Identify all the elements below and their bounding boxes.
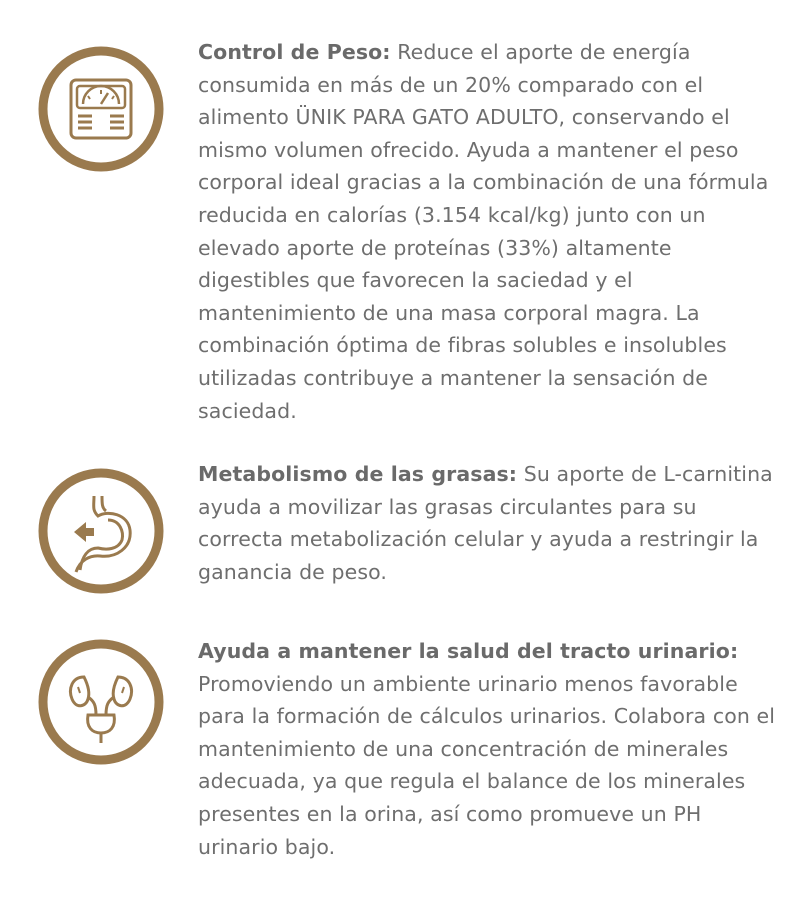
feature-body: Su aporte de L-carnitina ayuda a movilizar las grasas circulantes para su correcta metabolización celular y ayuda a restringir la ganancia de peso. [198,462,773,584]
feature-heading: Ayuda a mantener la salud del tracto urinario: [198,639,739,663]
feature-heading: Control de Peso: [198,40,391,64]
feature-text [198,36,778,427]
scale-icon [36,44,166,174]
feature-body: Promoviendo un ambiente urinario menos favorable para la formación de cálculos urinarios. Colabora con el mantenimiento de una concentración de minerales adecuada, ya que regula el balance de los minerales presentes en la orina, así como promueve un PH urinario bajo. [198,671,776,859]
feature-body: Reduce el aporte de energía consumida en más de un 20% comparado con el alimento ÜNIK PARA GATO ADULTO, conservando el mismo volumen ofrecido. Ayuda a mantener el peso corporal ideal gracias a la combinación de una fórmula reducida en calorías (3.154 kcal/kg) junto con un elevado aporte de proteínas (33%) altamente digestibles que favorecen la saciedad y el mantenimiento de una masa corporal magra. La combinación óptima de fibras solubles e insolubles utilizadas contribuye a mantener la sensación de saciedad. [198,40,769,423]
urinary-tract-icon [36,637,166,767]
feature-heading: Metabolismo de las grasas: [198,462,518,486]
stomach-icon [36,466,166,596]
feature-text [198,635,778,863]
feature-text [198,458,778,588]
